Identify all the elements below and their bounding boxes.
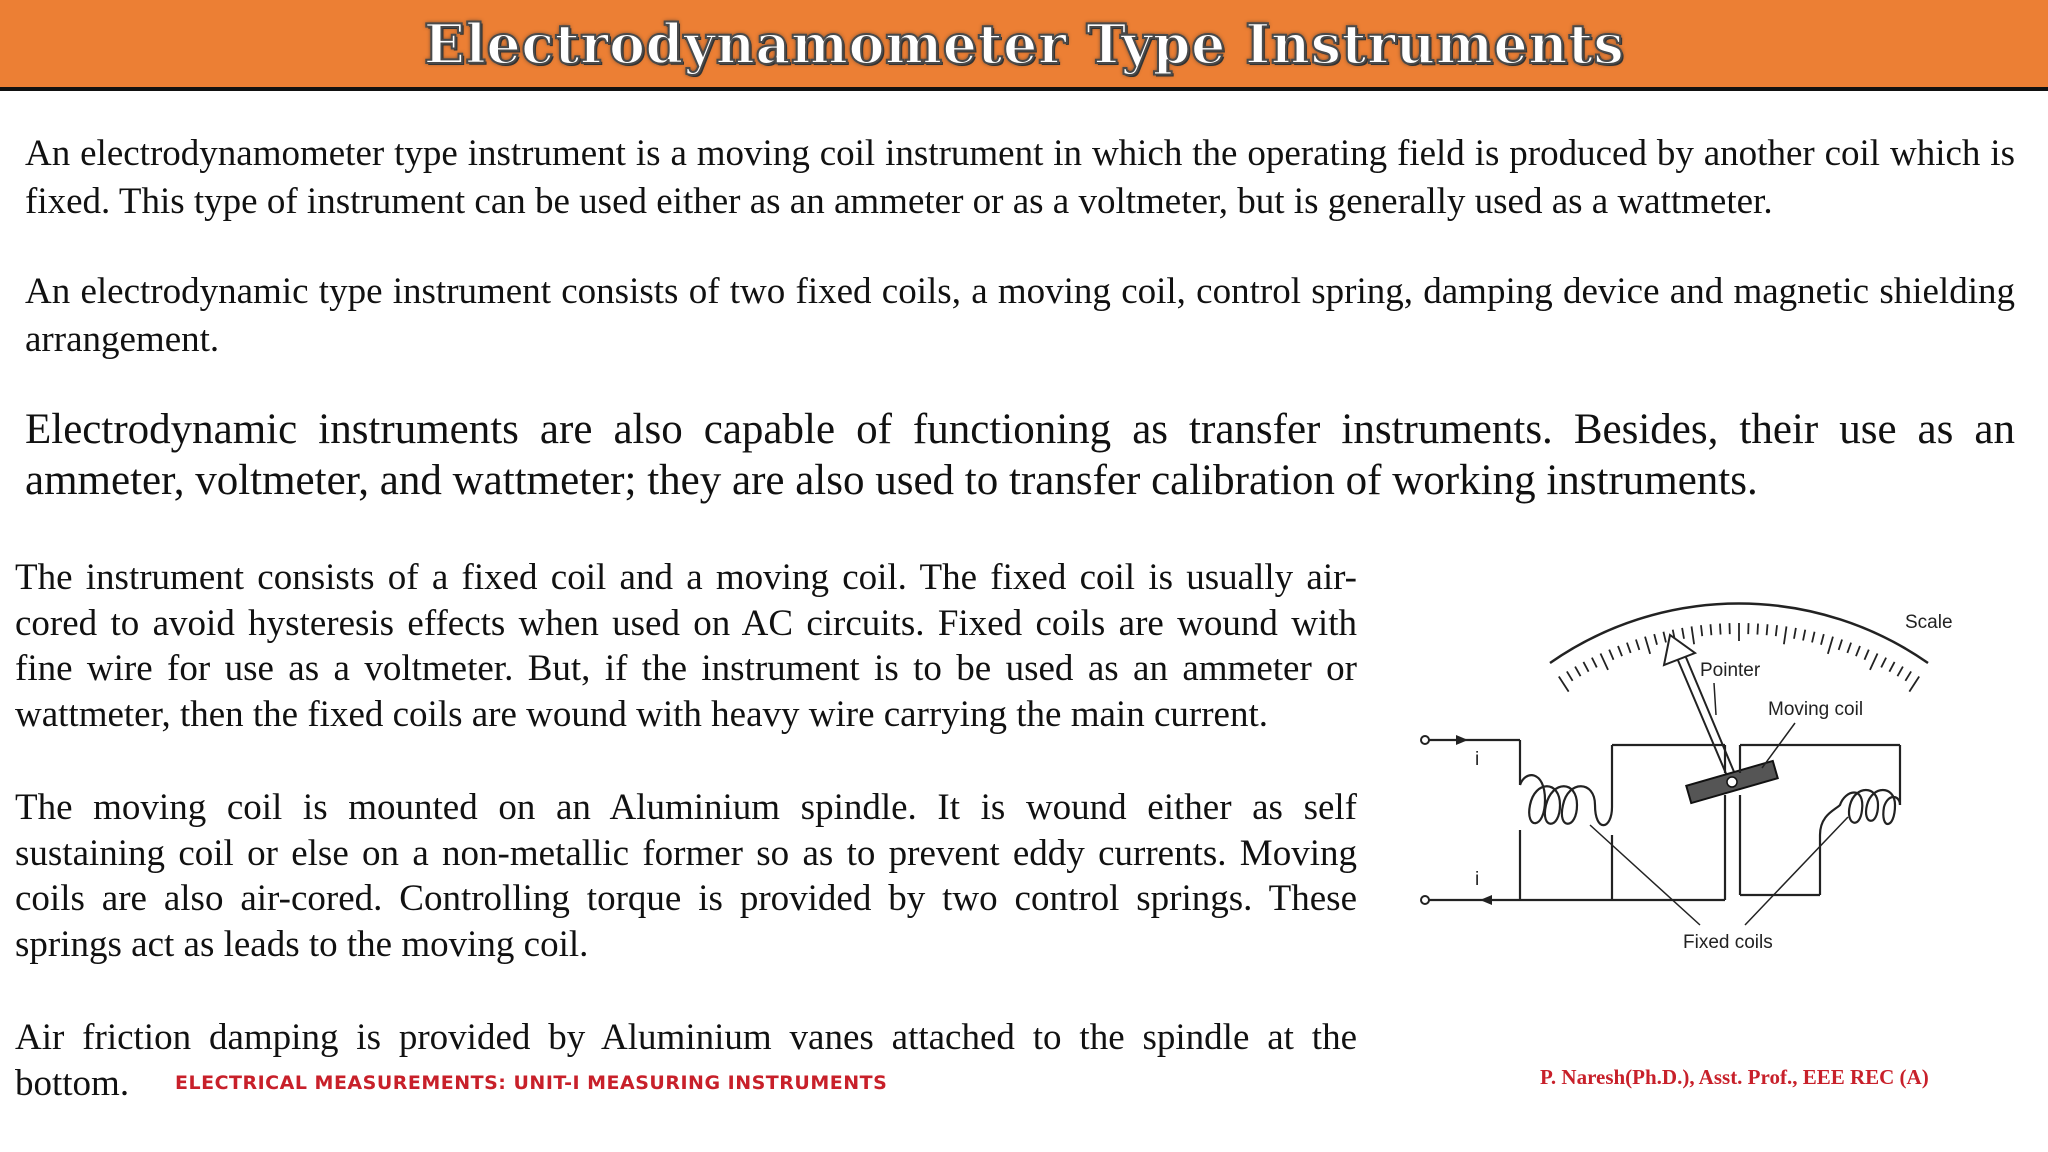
scale-tick xyxy=(1767,624,1768,635)
scale-tick xyxy=(1609,650,1613,660)
scale-tick xyxy=(1776,625,1777,636)
footer-author: P. Naresh(Ph.D.), Asst. Prof., EEE REC (A) xyxy=(1540,1065,1929,1089)
moving-coil-label: Moving coil xyxy=(1768,699,1864,720)
scale-tick xyxy=(1864,650,1868,660)
scale-tick xyxy=(1803,630,1805,641)
fixed-coils-leader-right xyxy=(1745,817,1848,925)
circuit-wires xyxy=(1425,740,1900,900)
title-bar xyxy=(0,0,2048,91)
scale-tick xyxy=(1627,643,1631,653)
paragraph-moving-coil: The moving coil is mounted on an Aluminium spindle. It is wound either as self sustaining coil or else on a non-metallic former so as to prevent eddy currents. Moving coils are also air-cored. Controlling torque is provided by two control springs. These springs act as leads to the moving coil. xyxy=(15,787,1357,965)
fixed-coil-left xyxy=(1520,775,1612,825)
scale-tick xyxy=(1856,646,1860,656)
paragraph-definition: An electrodynamometer type instrument is a moving coil instrument in which the operating field is produced by another coil which is fixed. This type of instrument can be used either as an ammeter or as a voltmeter, but is generally used as a wattmeter. xyxy=(25,133,2015,223)
scale-tick xyxy=(1757,624,1758,635)
scale-tick xyxy=(1821,634,1824,645)
paragraph-transfer: Electrodynamic instruments are also capable of functioning as transfer instruments. Besides, their use as an ammeter, voltmeter, and wattmeter; they are also used to transfer calibration of working instruments. xyxy=(25,406,2015,504)
scale-tick xyxy=(1784,626,1787,644)
scale-tick xyxy=(1654,634,1657,645)
spindle xyxy=(1727,777,1737,787)
current-label-bottom: i xyxy=(1475,869,1480,890)
scale-tick xyxy=(1645,637,1650,654)
scale-tick xyxy=(1905,671,1911,680)
fixed-coil-right xyxy=(1820,790,1900,835)
scale-tick xyxy=(1618,646,1622,656)
scale-tick xyxy=(1575,667,1580,677)
scale-tick xyxy=(1909,677,1919,692)
page-title: Electrodynamometer Type Instruments xyxy=(423,11,1625,76)
pointer-leader xyxy=(1714,683,1716,715)
scale-tick xyxy=(1897,667,1902,677)
scale-tick xyxy=(1839,640,1842,650)
current-arrow-bottom xyxy=(1480,895,1492,905)
scale-tick xyxy=(1663,632,1666,643)
scale-tick xyxy=(1720,624,1721,635)
current-arrow-top xyxy=(1456,735,1468,745)
scale-tick xyxy=(1592,658,1597,668)
fixed-coils-label: Fixed coils xyxy=(1683,932,1773,953)
scale-tick xyxy=(1794,628,1796,639)
scale-tick xyxy=(1567,671,1573,680)
scale-tick xyxy=(1682,628,1684,639)
scale-tick xyxy=(1600,653,1608,669)
pointer-label: Pointer xyxy=(1700,660,1761,681)
fixed-coils-leader-left xyxy=(1590,825,1700,925)
scale-tick xyxy=(1636,640,1639,650)
terminal-top xyxy=(1421,736,1429,744)
scale-tick xyxy=(1847,643,1851,653)
scale-tick xyxy=(1692,626,1695,644)
scale-tick xyxy=(1812,632,1815,643)
scale-ticks xyxy=(1559,623,1919,692)
scale-tick xyxy=(1701,625,1702,636)
scale-label: Scale xyxy=(1905,612,1953,633)
scale-tick xyxy=(1889,662,1894,672)
current-label-top: i xyxy=(1475,749,1480,770)
paragraph-fixed-coil: The instrument consists of a fixed coil and a moving coil. The fixed coil is usually air-cored to avoid hysteresis effects when used on AC circuits. Fixed coils are wound with fine wire for use as a voltmeter. But, if the instrument is to be used as an ammeter or wattmeter, then the fixed coils are wound with heavy wire carrying the main current. xyxy=(15,557,1357,735)
paragraph-damping: Air friction damping is provided by Aluminium vanes attached to the spindle at the bottom. xyxy=(15,1017,1357,1104)
terminal-bottom xyxy=(1421,896,1429,904)
scale-tick xyxy=(1583,662,1588,672)
scale-tick xyxy=(1559,677,1569,692)
paragraph-components: An electrodynamic type instrument consists of two fixed coils, a moving coil, control spring, damping device and magnetic shielding arrangement. xyxy=(25,271,2015,361)
scale-tick xyxy=(1828,637,1833,654)
scale-tick xyxy=(1870,653,1878,669)
scale-tick xyxy=(1710,624,1711,635)
footer-course: ELECTRICAL MEASUREMENTS: UNIT-I MEASURING INSTRUMENTS xyxy=(175,1072,888,1094)
electrodynamometer-diagram xyxy=(1400,555,2000,975)
scale-tick xyxy=(1881,658,1886,668)
